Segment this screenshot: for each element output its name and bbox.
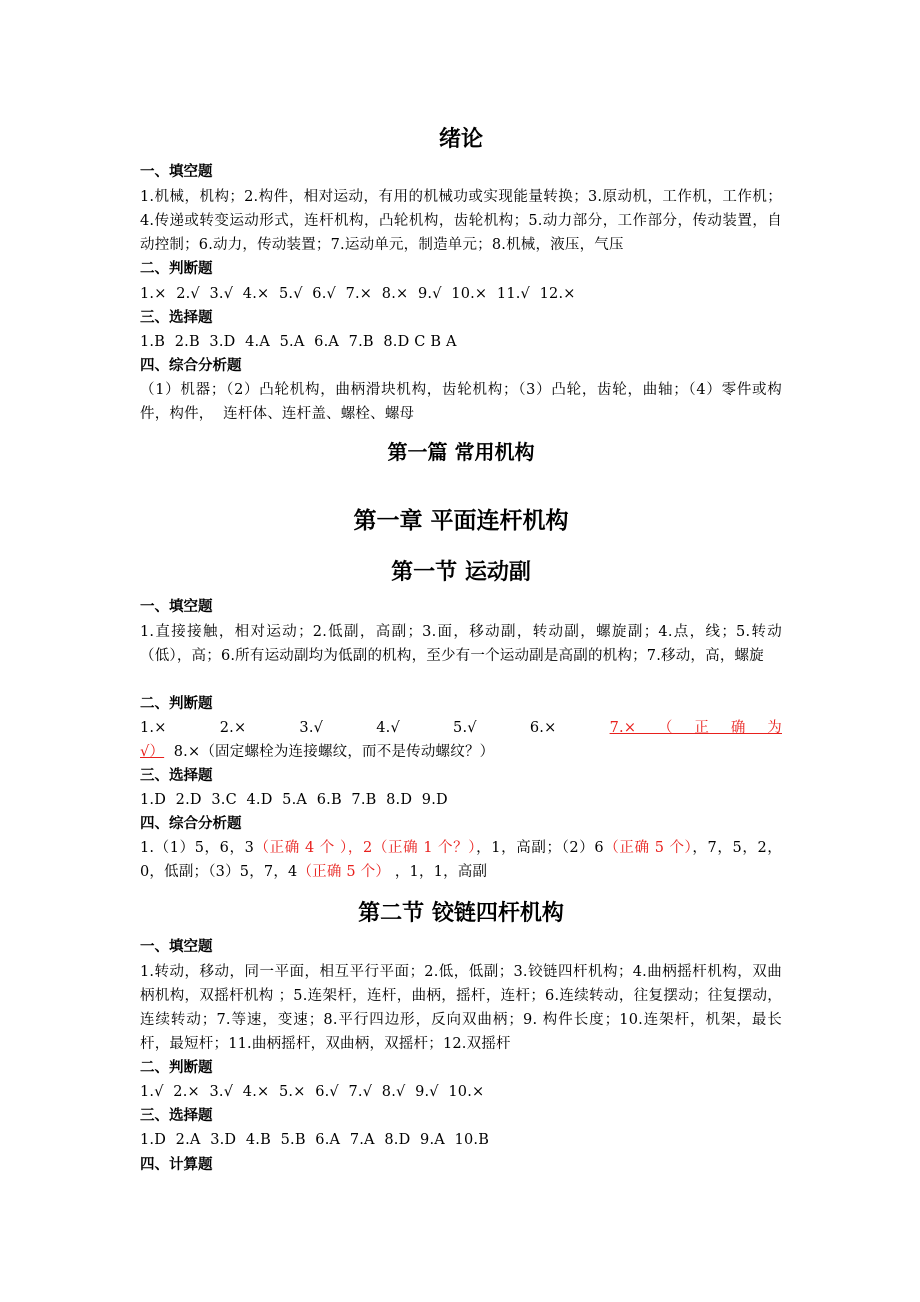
intro-analysis-answers: （1）机器；（2）凸轮机构，曲柄滑块机构，齿轮机构；（3）凸轮，齿轮，曲轴；（4）零件或构件，构件， 连杆体、连杆盖、螺栓、螺母: [140, 382, 782, 422]
analysis-text-b: ，1，高副；（2）6: [476, 840, 604, 856]
analysis-correction-c: （正确 5 个）: [297, 864, 391, 880]
section2-fill-answers: 1.转动，移动，同一平面，相互平行平面；2.低，低副；3.铰链四杆机构；4.曲柄摇杆机构，双曲柄机构，双摇杆机构 ；5.连架杆，连杆，曲柄，摇杆，连杆；6.连续转动，往复摆动；往复摆动，连续转动；7.等速，变速；8.平行四边形，反向双曲柄；9. 构件长度；10.连架杆，机架，最长杆，最短杆；11.曲柄摇杆，双曲柄，双摇杆；12.双摇杆: [140, 964, 782, 1052]
section1-judge-answers: [140, 716, 782, 764]
section2-choice-heading: 三、选择题: [140, 1108, 213, 1124]
section1-fill-heading: 一、填空题: [140, 599, 213, 615]
intro-judge-answers: 1.× 2.√ 3.√ 4.× 5.√ 6.√ 7.× 8.× 9.√ 10.× 11.√ 12.×: [140, 286, 576, 302]
judge-part1: 1.× 2.× 3.√ 4.√ 5.√ 6.×: [140, 720, 610, 736]
section1-judge-heading: 二、判断题: [140, 696, 213, 712]
section1-choice-heading: 三、选择题: [140, 768, 213, 784]
intro-fill-answers: 1.机械，机构；2.构件，相对运动，有用的机械功或实现能量转换；3.原动机，工作机，工作机；4.传递或转变运动形式，连杆机构，凸轮机构，齿轮机构；5.动力部分，工作部分，传动装置，自动控制；6.动力，传动装置；7.运动单元，制造单元；8.机械，液压，气压: [140, 189, 782, 253]
section2-judge-heading: 二、判断题: [140, 1060, 213, 1076]
part-title: 第一篇 常用机构: [387, 440, 535, 464]
judge-part2: 8.×（固定螺栓为连接螺纹，而不是传动螺纹？）: [164, 744, 495, 760]
intro-analysis-heading: 四、综合分析题: [140, 358, 242, 374]
chapter-title: 第一章 平面连杆机构: [353, 508, 569, 534]
section1-choice-answers: 1.D 2.D 3.C 4.D 5.A 6.B 7.B 8.D 9.D: [140, 792, 448, 808]
section1-analysis-heading: 四、综合分析题: [140, 816, 242, 832]
judge-correction: 7.×（正确为√）: [140, 720, 782, 760]
analysis-correction-a: （正确 4 个 ），2（正确 1 个？）: [254, 840, 477, 856]
section1-title: 第一节 运动副: [391, 560, 531, 585]
intro-choice-heading: 三、选择题: [140, 310, 213, 326]
section1-fill-answers: 1.直接接触，相对运动；2.低副，高副；3.面，移动副，转动副，螺旋副；4.点，线；5.转动（低），高；6.所有运动副均为低副的机构，至少有一个运动副是高副的机构；7.移动，高，螺旋: [140, 624, 782, 664]
analysis-text-d: ，1，1，高副: [390, 864, 488, 880]
intro-choice-answers: 1.B 2.B 3.D 4.A 5.A 6.A 7.B 8.D C B A: [140, 334, 457, 350]
section2-judge-answers: 1.√ 2.× 3.√ 4.× 5.× 6.√ 7.√ 8.√ 9.√ 10.×: [140, 1084, 485, 1100]
section1-analysis-answers: [140, 836, 782, 884]
intro-fill-heading: 一、填空题: [140, 164, 213, 180]
analysis-correction-b: （正确 5 个）: [603, 840, 693, 856]
intro-judge-heading: 二、判断题: [140, 261, 213, 277]
section2-choice-answers: 1.D 2.A 3.D 4.B 5.B 6.A 7.A 8.D 9.A 10.B: [140, 1132, 490, 1148]
section2-title: 第二节 铰链四杆机构: [358, 901, 564, 926]
analysis-text-a: 1.（1）5，6，3: [140, 840, 255, 856]
section2-fill-heading: 一、填空题: [140, 939, 213, 955]
intro-title: 绪论: [438, 127, 483, 152]
section2-calc-heading: 四、计算题: [140, 1157, 213, 1173]
analysis-text-c: ，7，5，2，0，低副；（3）5，7，4: [140, 840, 782, 880]
